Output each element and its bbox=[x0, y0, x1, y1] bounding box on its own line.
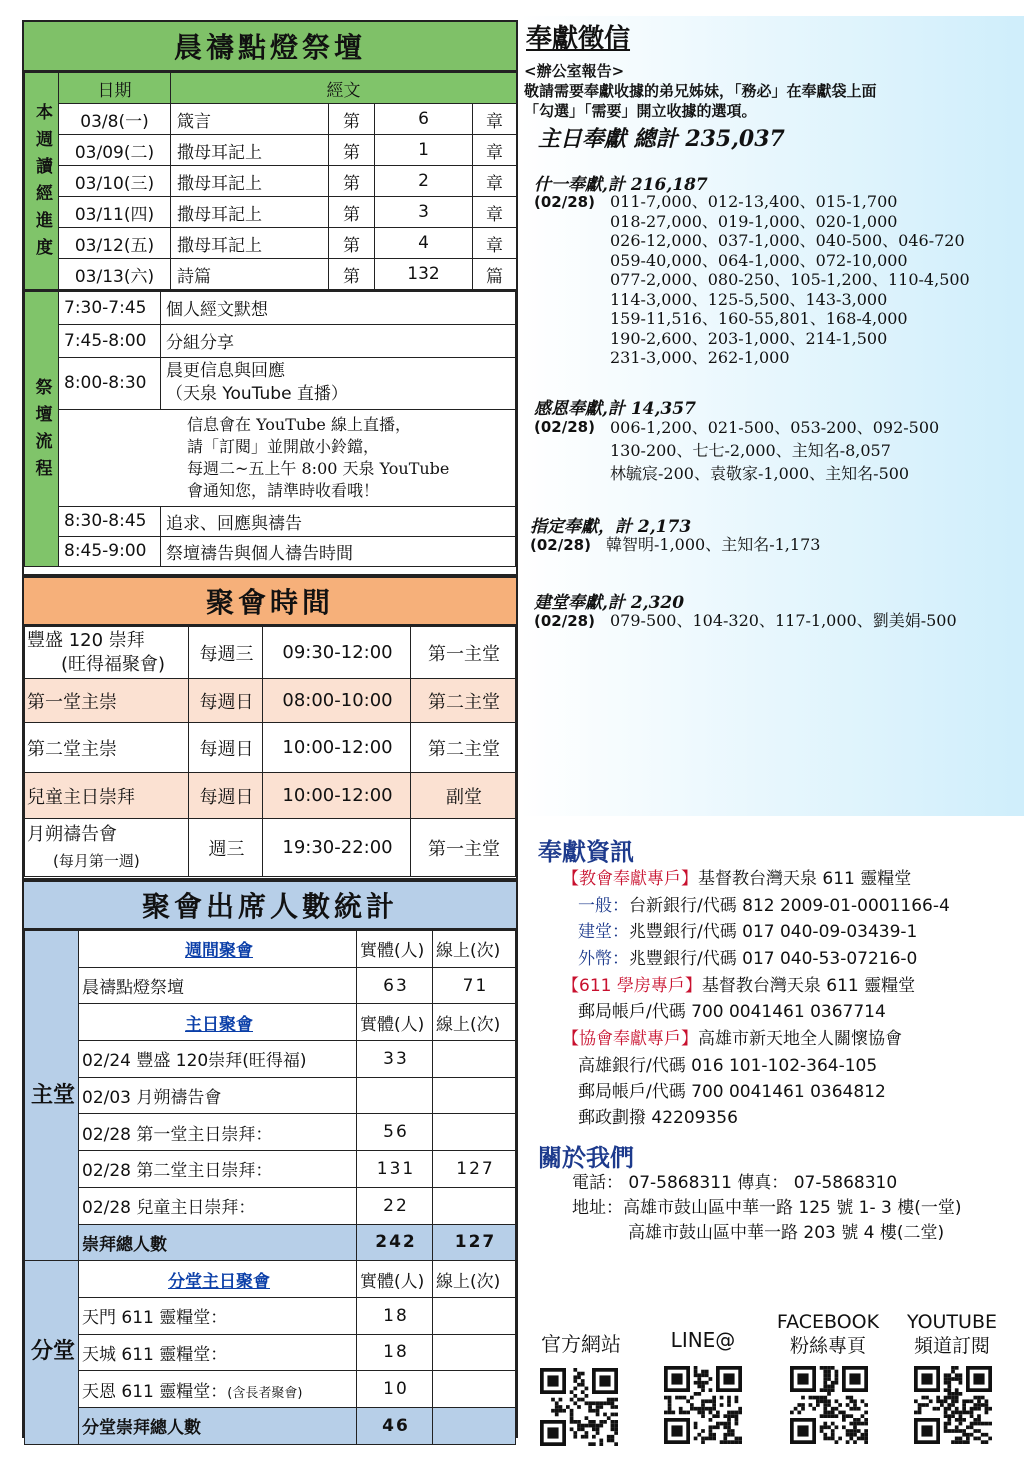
designated-line: 韓智明-1,000、主知名-1,173 bbox=[606, 535, 821, 554]
school-account bbox=[562, 973, 915, 1000]
col-online: 線上(次) bbox=[433, 1004, 516, 1041]
row-phys: 56 bbox=[357, 1114, 433, 1151]
attendance-title: 聚會出席人數統計 bbox=[24, 882, 516, 930]
meeting-row bbox=[25, 819, 516, 877]
building-line: 079-500、104-320、117-1,000、劉美娟-500 bbox=[610, 611, 957, 630]
flow-time: 7:30-7:45 bbox=[59, 291, 161, 324]
reading-date: 03/09(二) bbox=[59, 135, 171, 166]
reading-book: 詩篇 bbox=[171, 259, 329, 290]
row-phys: 10 bbox=[357, 1371, 433, 1408]
row-name: 天恩 611 靈糧堂： bbox=[82, 1381, 228, 1402]
account-text: 台新銀行/代碼 812 2009-01-0001166-4 bbox=[629, 896, 950, 916]
note-line: 會通知您，請準時收看哦！ bbox=[187, 480, 380, 500]
offering-title: 奉獻徵信 bbox=[526, 24, 631, 54]
tithe-date: (02/28) bbox=[534, 193, 595, 211]
assoc-line: 郵政劃撥 42209356 bbox=[578, 1108, 738, 1128]
flow-item-sub: （天泉 YouTube 直播） bbox=[166, 384, 348, 404]
youtube-note bbox=[59, 409, 516, 506]
reading-row bbox=[25, 259, 517, 290]
row-phys: 63 bbox=[357, 967, 433, 1004]
designated-date: (02/28) bbox=[530, 536, 591, 554]
reading-row bbox=[25, 135, 517, 166]
meeting-day: 每週日 bbox=[189, 723, 263, 773]
church-tag: 【教會奉獻專戶】 bbox=[562, 869, 698, 889]
tithe-line: 159-11,516、160-55,801、168-4,000 bbox=[610, 309, 908, 328]
account-type: 建堂： bbox=[578, 922, 629, 942]
reading-unit: 章 bbox=[473, 228, 517, 259]
thanks-list bbox=[610, 416, 939, 485]
meeting-name: 月朔禱告會 bbox=[27, 823, 117, 845]
reading-row bbox=[25, 104, 517, 135]
meeting-day: 每週三 bbox=[189, 627, 263, 679]
reading-num: 3 bbox=[375, 197, 473, 228]
total-phys: 242 bbox=[357, 1224, 433, 1261]
youtube-label bbox=[896, 1310, 1008, 1358]
row-online bbox=[433, 1041, 516, 1078]
col-date: 日期 bbox=[59, 73, 171, 104]
reading-num: 2 bbox=[375, 166, 473, 197]
row-online bbox=[433, 1114, 516, 1151]
table-row bbox=[25, 1077, 516, 1114]
reading-date: 03/10(三) bbox=[59, 166, 171, 197]
assoc-line: 郵局帳戶/代碼 700 0041461 0364812 bbox=[578, 1082, 886, 1102]
sunday-total-row bbox=[25, 1224, 516, 1261]
meeting-table bbox=[24, 626, 516, 877]
meeting-times-panel bbox=[22, 576, 518, 880]
reading-num: 4 bbox=[375, 228, 473, 259]
offering-panel bbox=[520, 16, 1024, 816]
col-text: 經文 bbox=[171, 73, 517, 104]
table-row bbox=[25, 1187, 516, 1224]
row-online bbox=[433, 1371, 516, 1408]
designated-title: 指定奉獻，計 2,173 bbox=[530, 517, 692, 537]
total-online: 127 bbox=[433, 1224, 516, 1261]
reading-unit: 章 bbox=[473, 135, 517, 166]
notice-line-1: 敬請需要奉獻收據的弟兄姊妹，「務必」在奉獻袋上面 bbox=[524, 82, 877, 100]
table-row bbox=[25, 1334, 516, 1371]
reading-book: 撒母耳記上 bbox=[171, 197, 329, 228]
notice-line-2: 「勾選」「需要」開立收據的選項。 bbox=[524, 102, 757, 120]
col-online: 線上(次) bbox=[433, 931, 516, 968]
meeting-time: 09:30-12:00 bbox=[263, 627, 411, 679]
flow-time: 7:45-8:00 bbox=[59, 324, 161, 357]
meeting-place: 第一主堂 bbox=[411, 819, 516, 877]
thanks-line: 006-1,200、021-500、053-200、092-500 bbox=[610, 418, 940, 437]
total-phys: 46 bbox=[357, 1407, 433, 1444]
assoc-account bbox=[562, 1026, 902, 1053]
reading-book: 撒母耳記上 bbox=[171, 166, 329, 197]
flow-item: 祭壇禱告與個人禱告時間 bbox=[161, 536, 516, 566]
assoc-name: 高雄市新天地全人關懷協會 bbox=[698, 1029, 902, 1049]
assoc-tag: 【協會奉獻專戶】 bbox=[562, 1029, 698, 1049]
meeting-name: 第二堂主崇 bbox=[25, 723, 189, 773]
offering-total: 主日奉獻 總計 235,037 bbox=[538, 126, 785, 152]
meeting-place: 副堂 bbox=[411, 773, 516, 819]
facebook-label-2: 粉絲專頁 bbox=[789, 1335, 866, 1357]
flow-item: 個人經文默想 bbox=[161, 291, 516, 324]
meeting-name-sub: (旺得福聚會) bbox=[61, 653, 166, 675]
reading-date: 03/8(一) bbox=[59, 104, 171, 135]
table-row bbox=[25, 1041, 516, 1078]
note-line: 請「訂閱」並開啟小鈴鐺， bbox=[187, 436, 380, 456]
row-phys: 22 bbox=[357, 1187, 433, 1224]
meeting-row bbox=[25, 773, 516, 819]
col-phys: 實體(人) bbox=[357, 931, 433, 968]
row-online bbox=[433, 1297, 516, 1334]
reading-pre: 第 bbox=[329, 197, 375, 228]
row-phys: 131 bbox=[357, 1151, 433, 1188]
meeting-place: 第二主堂 bbox=[411, 679, 516, 723]
total-name: 崇拜總人數 bbox=[79, 1224, 357, 1261]
altar-flow-table bbox=[24, 290, 516, 567]
row-phys: 18 bbox=[357, 1334, 433, 1371]
assoc-line: 高雄銀行/代碼 016 101-102-364-105 bbox=[578, 1056, 878, 1076]
reading-pre: 第 bbox=[329, 104, 375, 135]
school-name: 基督教台灣天泉 611 靈糧堂 bbox=[701, 976, 916, 996]
flow-time: 8:45-9:00 bbox=[59, 536, 161, 566]
row-online bbox=[433, 1187, 516, 1224]
reading-side-label: 本週讀經進度 bbox=[25, 73, 59, 290]
table-row bbox=[25, 1114, 516, 1151]
row-online bbox=[433, 1334, 516, 1371]
row-name: 02/28 兒童主日崇拜： bbox=[79, 1187, 357, 1224]
thanks-title: 感恩奉獻,計 14,357 bbox=[534, 399, 696, 419]
youtube-label-1: YOUTUBE bbox=[907, 1311, 997, 1333]
reading-pre: 第 bbox=[329, 166, 375, 197]
reading-book: 撒母耳記上 bbox=[171, 228, 329, 259]
flow-side-label: 祭壇流程 bbox=[25, 291, 59, 566]
account-building bbox=[578, 919, 917, 946]
row-online bbox=[433, 1077, 516, 1114]
tithe-line: 059-40,000、064-1,000、072-10,000 bbox=[610, 250, 908, 270]
row-name: 天門 611 靈糧堂： bbox=[79, 1297, 357, 1334]
office-report: <辦公室報告> bbox=[524, 62, 625, 80]
tithe-line: 018-27,000、019-1,000、020-1,000 bbox=[610, 211, 898, 231]
tithe-line: 231-3,000、262-1,000 bbox=[610, 348, 790, 367]
row-phys: 18 bbox=[357, 1297, 433, 1334]
flow-item: 追求、回應與禱告 bbox=[161, 506, 516, 536]
thanks-line: 林毓宸-200、袁敬家-1,000、主知名-500 bbox=[610, 464, 910, 483]
note-line: 信息會在 YouTube 線上直播， bbox=[187, 414, 411, 434]
building-title: 建堂奉獻,計 2,320 bbox=[534, 593, 685, 613]
branch-total-row bbox=[25, 1407, 516, 1444]
row-name: 02/24 豐盛 120崇拜(旺得福) bbox=[79, 1041, 357, 1078]
reading-row bbox=[25, 166, 517, 197]
meeting-time: 10:00-12:00 bbox=[263, 723, 411, 773]
meeting-name: 豐盛 120 崇拜 bbox=[27, 629, 145, 651]
dawn-title: 晨禱點燈祭壇 bbox=[24, 22, 516, 72]
meeting-row bbox=[25, 627, 516, 679]
row-name: 02/28 第一堂主日崇拜： bbox=[79, 1114, 357, 1151]
row-name: 02/03 月朔禱告會 bbox=[79, 1077, 357, 1114]
flow-item: 分組分享 bbox=[161, 324, 516, 357]
reading-table bbox=[24, 72, 517, 290]
account-foreign bbox=[578, 946, 917, 973]
account-text: 兆豐銀行/代碼 017 040-09-03439-1 bbox=[629, 922, 918, 942]
col-online: 線上(次) bbox=[433, 1261, 516, 1298]
dawn-altar-panel bbox=[22, 20, 518, 576]
reading-date: 03/11(四) bbox=[59, 197, 171, 228]
church-name: 基督教台灣天泉 611 靈糧堂 bbox=[698, 869, 912, 889]
row-name: 02/28 第二堂主日崇拜： bbox=[79, 1151, 357, 1188]
account-general bbox=[578, 893, 950, 920]
table-row bbox=[25, 1297, 516, 1334]
line-label: LINE@ bbox=[670, 1328, 736, 1352]
about-title: 關於我們 bbox=[538, 1143, 634, 1172]
table-row bbox=[25, 1151, 516, 1188]
weekday-head: 週間聚會 bbox=[79, 931, 357, 968]
row-name: 天城 611 靈糧堂： bbox=[79, 1334, 357, 1371]
reading-row bbox=[25, 197, 517, 228]
meeting-place: 第一主堂 bbox=[411, 627, 516, 679]
branch-label: 分堂 bbox=[25, 1261, 79, 1444]
reading-num: 6 bbox=[375, 104, 473, 135]
school-tag: 【611 學房專戶】 bbox=[562, 976, 702, 996]
website-qr-icon[interactable] bbox=[540, 1368, 618, 1446]
thanks-line: 130-200、七七-2,000、主知名-8,057 bbox=[610, 441, 891, 460]
reading-date: 03/13(六) bbox=[59, 259, 171, 290]
reading-book: 撒母耳記上 bbox=[171, 135, 329, 166]
church-account bbox=[562, 866, 911, 893]
meeting-day: 週三 bbox=[189, 819, 263, 877]
flow-time: 8:00-8:30 bbox=[59, 357, 161, 409]
account-text: 兆豐銀行/代碼 017 040-53-07216-0 bbox=[629, 949, 918, 969]
row-name: 晨禱點燈祭壇 bbox=[79, 967, 357, 1004]
reading-num: 1 bbox=[375, 135, 473, 166]
thanks-date: (02/28) bbox=[534, 418, 595, 436]
row-name-note: (含長者聚會) bbox=[227, 1385, 303, 1401]
col-phys: 實體(人) bbox=[357, 1261, 433, 1298]
branch-head: 分堂主日聚會 bbox=[79, 1261, 357, 1298]
tithe-line: 190-2,600、203-1,000、214-1,500 bbox=[610, 328, 888, 348]
facebook-qr-icon[interactable] bbox=[790, 1366, 868, 1444]
tithe-list bbox=[610, 192, 970, 368]
meeting-day: 每週日 bbox=[189, 679, 263, 723]
flow-item: 晨更信息與回應 bbox=[166, 361, 285, 381]
table-row bbox=[25, 967, 516, 1004]
address-2: 高雄市鼓山區中華一路 203 號 4 樓(二堂) bbox=[628, 1223, 945, 1243]
phone-fax: 電話： 07-5868311 傳真： 07-5868310 bbox=[572, 1173, 898, 1193]
note-line: 每週二~五上午 8:00 天泉 YouTube bbox=[187, 458, 450, 478]
reading-unit: 章 bbox=[473, 104, 517, 135]
attendance-table bbox=[24, 930, 516, 1445]
school-account-number: 郵局帳戶/代碼 700 0041461 0367714 bbox=[578, 1002, 886, 1022]
meeting-name-sub: (每月第一週) bbox=[53, 851, 140, 870]
main-hall-label: 主堂 bbox=[25, 931, 79, 1261]
tithe-title: 什一奉獻,計 216,187 bbox=[534, 175, 708, 195]
total-name: 分堂崇拜總人數 bbox=[79, 1407, 357, 1444]
account-type: 外幣： bbox=[578, 949, 629, 969]
total-online bbox=[433, 1407, 516, 1444]
tithe-line: 026-12,000、037-1,000、040-500、046-720 bbox=[610, 231, 965, 250]
row-online: 127 bbox=[433, 1151, 516, 1188]
meeting-title: 聚會時間 bbox=[24, 578, 516, 626]
tithe-line: 011-7,000、012-13,400、015-1,700 bbox=[610, 192, 898, 211]
row-phys: 33 bbox=[357, 1041, 433, 1078]
meeting-name: 兒童主日崇拜 bbox=[25, 773, 189, 819]
tithe-line: 114-3,000、125-5,500、143-3,000 bbox=[610, 289, 888, 309]
reading-pre: 第 bbox=[329, 259, 375, 290]
line-qr-icon[interactable] bbox=[664, 1366, 742, 1444]
table-row bbox=[25, 1371, 516, 1408]
reading-row bbox=[25, 228, 517, 259]
building-date: (02/28) bbox=[534, 612, 595, 630]
reading-num: 132 bbox=[375, 259, 473, 290]
row-phys bbox=[357, 1077, 433, 1114]
website-label: 官方網站 bbox=[541, 1332, 621, 1356]
account-type: 一般： bbox=[578, 896, 629, 916]
reading-pre: 第 bbox=[329, 135, 375, 166]
tithe-line: 077-2,000、080-250、105-1,200、110-4,500 bbox=[610, 270, 970, 289]
meeting-place: 第二主堂 bbox=[411, 723, 516, 773]
youtube-qr-icon[interactable] bbox=[914, 1366, 992, 1444]
address-1: 地址：高雄市鼓山區中華一路 125 號 1- 3 樓(一堂) bbox=[572, 1198, 962, 1218]
flow-time: 8:30-8:45 bbox=[59, 506, 161, 536]
col-phys: 實體(人) bbox=[357, 1004, 433, 1041]
meeting-row bbox=[25, 723, 516, 773]
reading-book: 箴言 bbox=[171, 104, 329, 135]
facebook-label-1: FACEBOOK bbox=[776, 1311, 880, 1333]
youtube-label-2: 頻道訂閱 bbox=[913, 1335, 990, 1357]
meeting-time: 19:30-22:00 bbox=[263, 819, 411, 877]
reading-date: 03/12(五) bbox=[59, 228, 171, 259]
facebook-label bbox=[772, 1310, 884, 1358]
offering-info-title: 奉獻資訊 bbox=[538, 837, 634, 866]
meeting-time: 10:00-12:00 bbox=[263, 773, 411, 819]
meeting-row bbox=[25, 679, 516, 723]
row-online: 71 bbox=[433, 967, 516, 1004]
reading-unit: 章 bbox=[473, 166, 517, 197]
meeting-name: 第一堂主崇 bbox=[25, 679, 189, 723]
reading-unit: 篇 bbox=[473, 259, 517, 290]
attendance-panel bbox=[22, 880, 518, 1438]
meeting-time: 08:00-10:00 bbox=[263, 679, 411, 723]
meeting-day: 每週日 bbox=[189, 773, 263, 819]
reading-pre: 第 bbox=[329, 228, 375, 259]
reading-unit: 章 bbox=[473, 197, 517, 228]
sunday-head: 主日聚會 bbox=[79, 1004, 357, 1041]
